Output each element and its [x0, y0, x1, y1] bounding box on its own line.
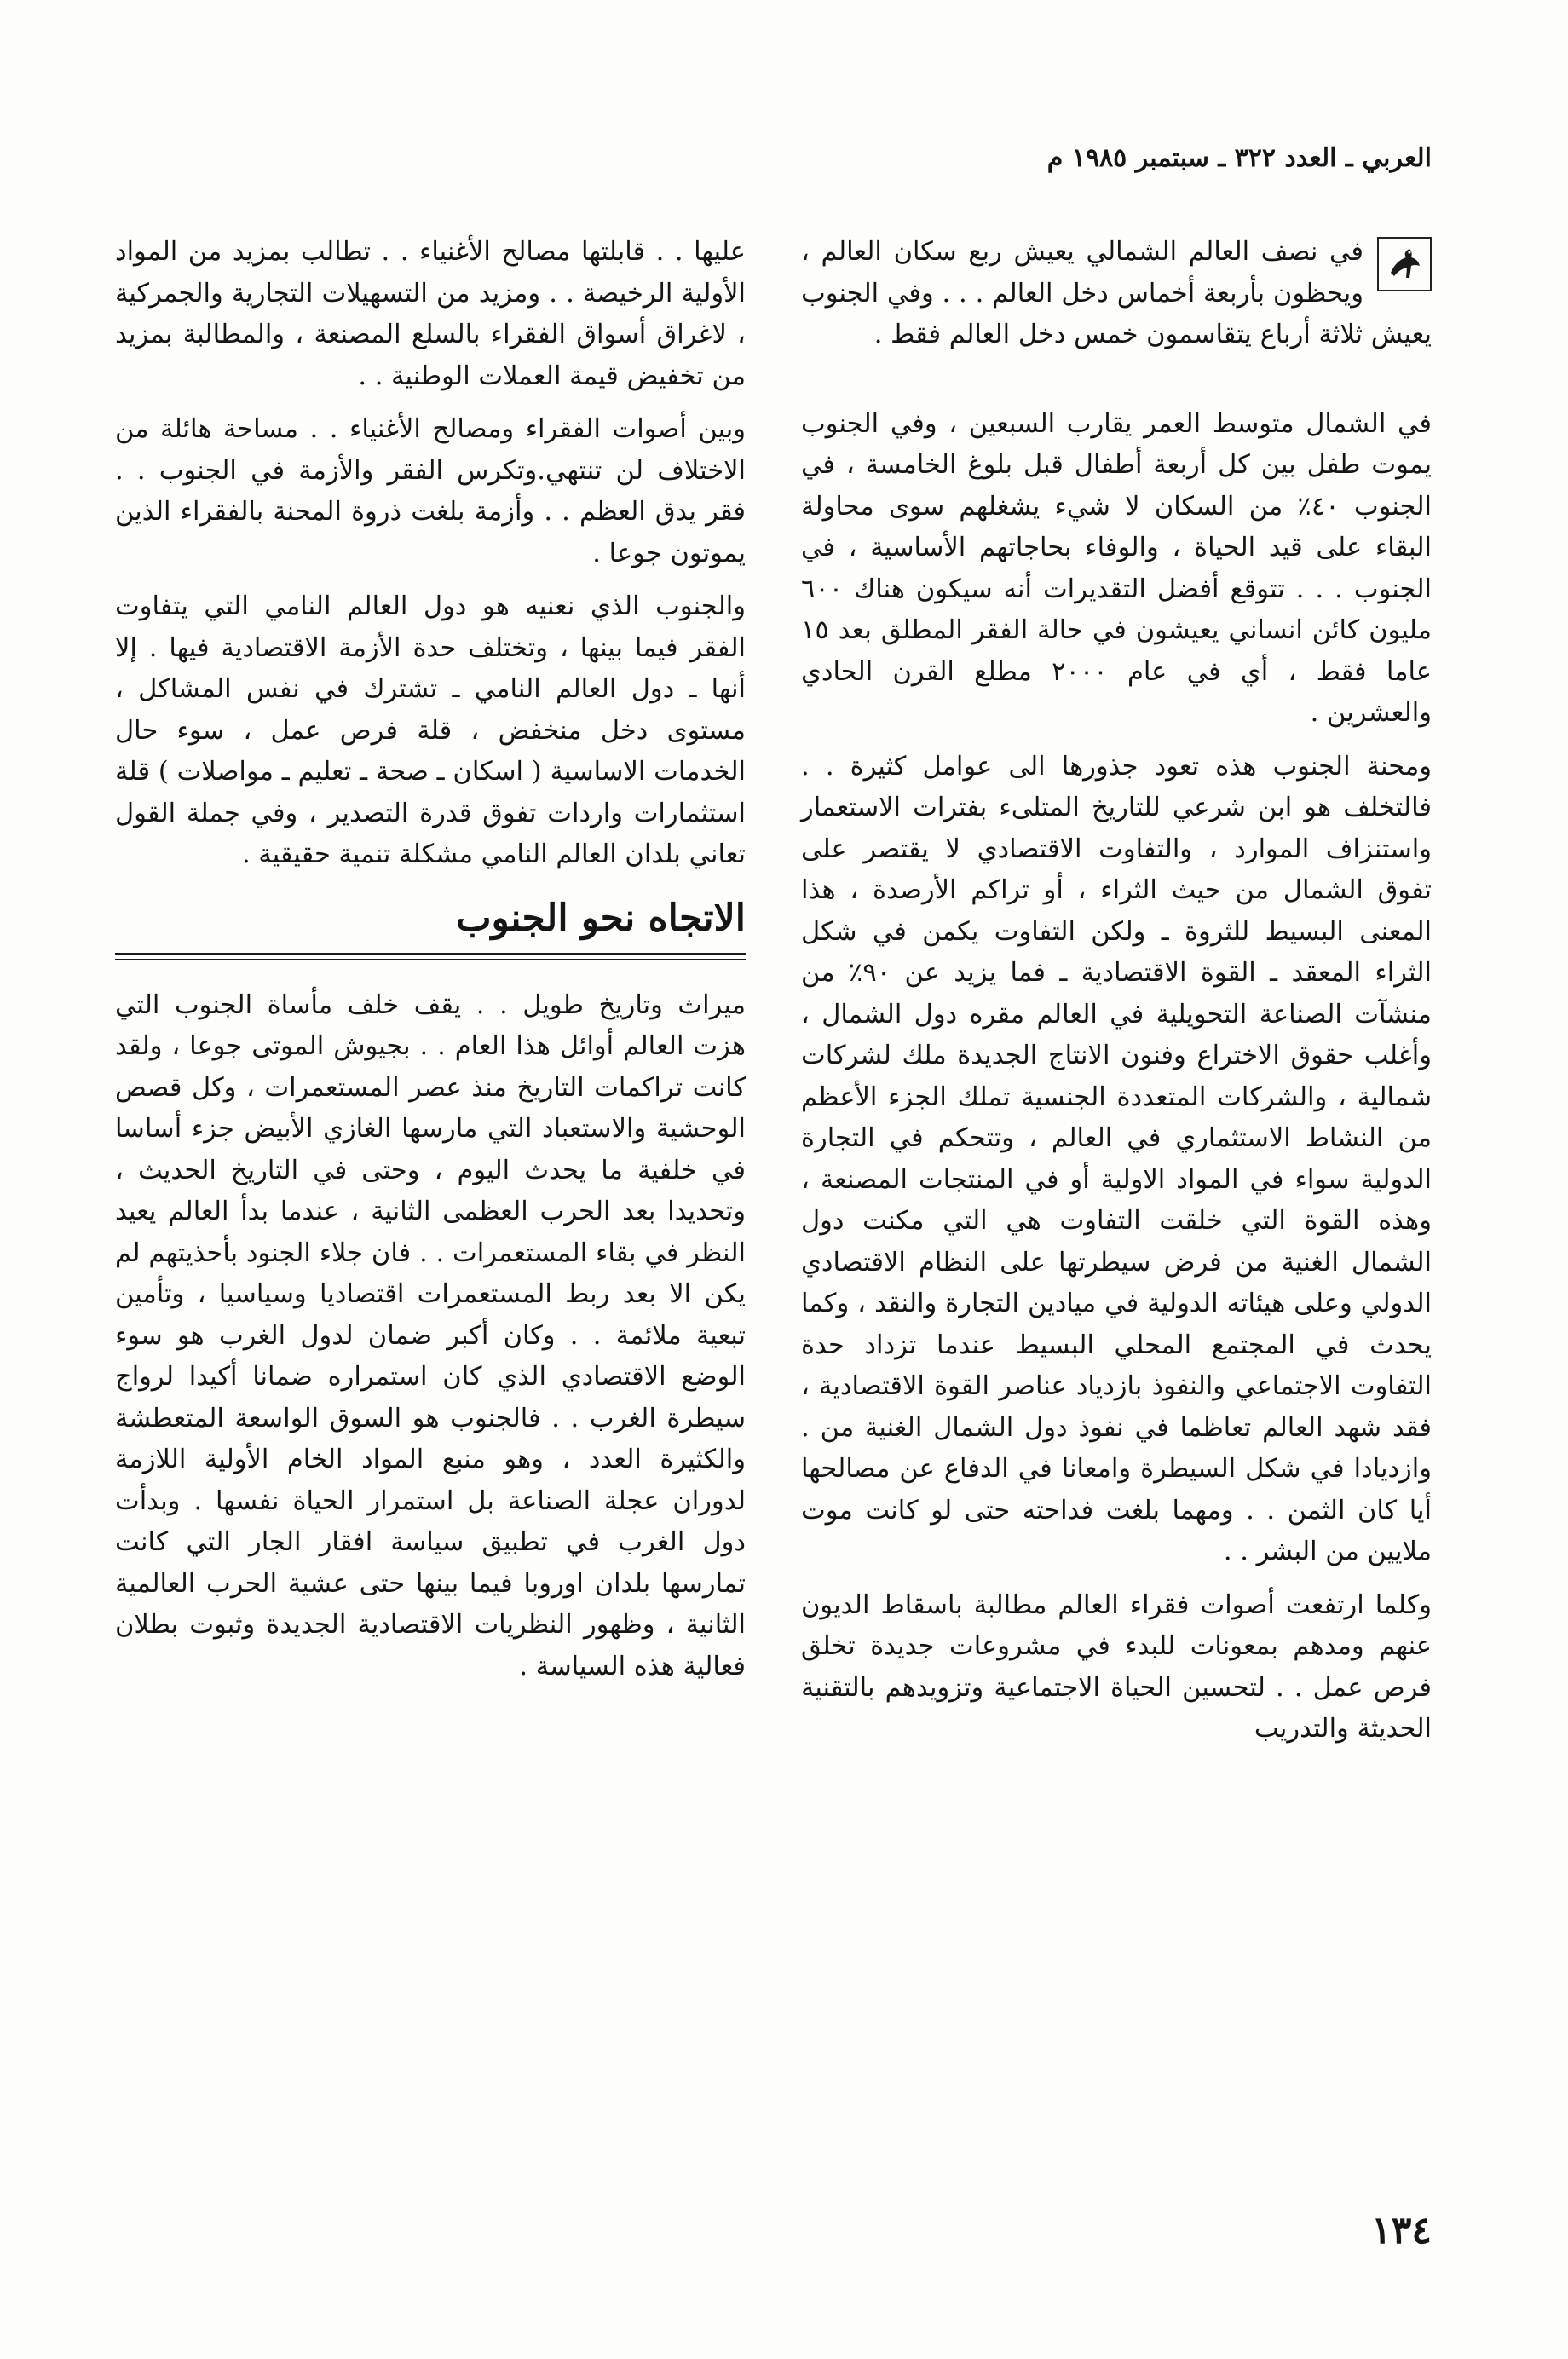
paragraph: في نصف العالم الشمالي يعيش ربع سكان العالم ، ويحظون بأربعة أخماس دخل العالم . . . وفي الجنوب يعيش ثلاثة أرباع يتقاسمون خمس دخل العالم فقط .	[801, 237, 1432, 349]
paragraph: في الشمال متوسط العمر يقارب السبعين ، وفي الجنوب يموت طفل بين كل أربعة أطفال قبل بلوغ الخامسة ، في الجنوب ٤٠٪ من السكان لا شيء يشغلهم سوى محاولة البقاء على قيد الحياة ، والوفاء بحاجاتهم الأساسية ، في الجنوب . . . تتوقع أفضل التقديرات أنه سيكون هناك ٦٠٠ مليون كائن انساني يعيشون في حالة الفقر المطلق بعد ١٥ عاما فقط ، أي في عام ٢٠٠٠ مطلع القرن الحادي والعشرين .	[801, 408, 1432, 728]
paragraph: ومحنة الجنوب هذه تعود جذورها الى عوامل كثيرة . . فالتخلف هو ابن شرعي للتاريخ المتلىء بفترات الاستعمار واستنزاف الموارد ، والتفاوت الاقتصادي لا يقتصر على تفوق الشمال من حيث الثراء ، أو تراكم الأرصدة ، هذا المعنى البسيط للثروة ـ ولكن التفاوت يكمن في شكل الثراء المعقد ـ القوة الاقتصادية ـ فما يزيد عن ٩٠٪ من منشآت الصناعة التحويلية في العالم مقره دول الشمال ، وأغلب حقوق الاختراع وفنون الانتاج الجديدة ملك لشركات شمالية ، والشركات المتعددة الجنسية تملك الجزء الأعظم من النشاط الاستثماري في العالم ، وتتحكم في التجارة الدولية سواء في المواد الاولية أو في المنتجات المصنعة ، وهذه القوة التي خلقت التفاوت هي التي مكنت دول الشمال الغنية من فرض سيطرتها على النظام الاقتصادي الدولي وعلى هيئاته الدولية في ميادين التجارة والنقد ، وكما يحدث في المجتمع المحلي البسيط عندما تزداد حدة التفاوت الاجتماعي والنفوذ بازدياد عناصر القوة الاقتصادية ، فقد شهد العالم تعاظما في نفوذ دول الشمال الغنية من . وازديادا في شكل السيطرة وامعانا في الدفاع عن مصالحها أيا كان الثمن . . ومهما بلغت فداحته حتى لو كانت موت ملايين من البشر . .	[801, 751, 1433, 1566]
paragraph: وكلما ارتفعت أصوات فقراء العالم مطالبة باسقاط الديون عنهم ومدهم بمعونات للبدء في مشروعات جديدة تخلق فرص عمل . . لتحسين الحياة الاجتماعية وتزويدهم بالتقنية الحديثة والتدريب	[801, 1589, 1432, 1744]
section-body	[115, 985, 746, 1688]
paragraph-gap	[801, 356, 1432, 404]
lead-paragraph-block	[801, 232, 1432, 356]
heading-rule-thin	[115, 959, 746, 960]
paragraph: والجنوب الذي نعنيه هو دول العالم النامي التي يتفاوت الفقر فيما بينها ، وتختلف حدة الأزمة الاقتصادية فيها . إلا أنها ـ دول العالم النامي ـ تشترك في نفس المشاكل ، مستوى دخل منخفض ، قلة فرص عمل ، سوء حال الخدمات الاساسية ( اسكان ـ صحة ـ تعليم ـ مواصلات ) قلة استثمارات واردات تفوق قدرة التصدير ، وفي جملة القول تعاني بلدان العالم النامي مشكلة تنمية حقيقية .	[115, 591, 746, 869]
column-right	[801, 232, 1432, 1751]
paragraph: وبين أصوات الفقراء ومصالح الأغنياء . . مساحة هائلة من الاختلاف لن تنتهي.وتكرس الفقر والأزمة في الجنوب . . فقر يدق العظم . . وأزمة بلغت ذروة المحنة بالفقراء الذين يموتون جوعا .	[115, 414, 746, 568]
paragraph: عليها . . قابلتها مصالح الأغنياء . . تطالب بمزيد من المواد الأولية الرخيصة . . ومزيد من التسهيلات التجارية والجمركية ، لاغراق أسواق الفقراء بالسلع المصنعة ، والمطالبة بمزيد من تخفيض قيمة العملات الوطنية . .	[115, 237, 746, 391]
paragraph: ميراث وتاريخ طويل . . يقف خلف مأساة الجنوب التي هزت العالم أوائل هذا العام . . بجيوش الموتى جوعا ، ولقد كانت تراكمات التاريخ منذ عصر المستعمرات ، وكل قصص الوحشية والاستعباد التي مارسها الغازي الأبيض جزء أساسا في خلفية ما يحدث اليوم ، وحتى في التاريخ الحديث ، وتحديدا بعد الحرب العظمى الثانية ، عندما بدأ العالم يعيد النظر في بقاء المستعمرات . . فان جلاء الجنود بأحذيتهم لم يكن الا بعد ربط المستعمرات اقتصاديا وسياسيا ، وتأمين تبعية ملائمة . . وكان أكبر ضمان لدول الغرب هو سوء الوضع الاقتصادي الذي كان استمراره ضمانا أكيدا لرواج سيطرة الغرب . . فالجنوب هو السوق الواسعة المتعطشة والكثيرة العدد ، وهو منبع المواد الخام الأولية اللازمة لدوران عجلة الصناعة بل استمرار الحياة نفسها . وبدأت دول الغرب في تطبيق سياسة افقار الجار التي كانت تمارسها بلدان اوروبا فيما بينها حتى عشية الحرب العالمية الثانية ، وظهور النظريات الاقتصادية الجديدة وثبوت بطلان فعالية هذه السياسة .	[115, 989, 746, 1681]
heading-rule	[115, 953, 746, 955]
column-left	[115, 232, 746, 1687]
page-number: ١٣٤	[1371, 2209, 1432, 2252]
section-heading: الاتجاه نحو الجنوب	[456, 896, 746, 940]
falcon-emblem-icon	[1377, 237, 1432, 291]
running-head: العربي ـ العدد ٣٢٢ ـ سبتمبر ١٩٨٥ م	[1046, 143, 1432, 173]
